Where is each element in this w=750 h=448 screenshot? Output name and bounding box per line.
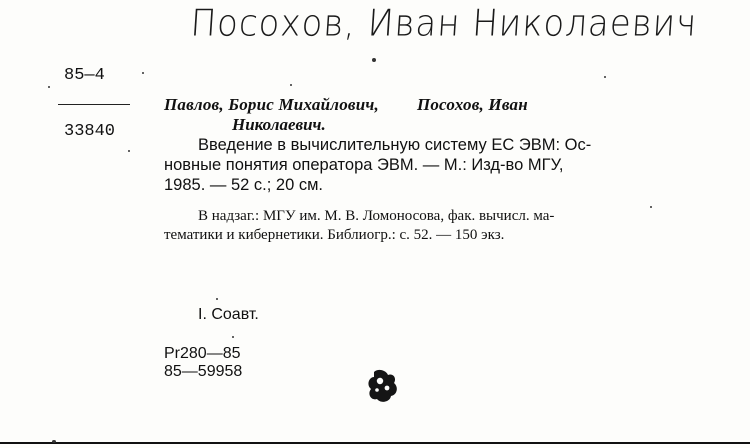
scan-speck xyxy=(48,86,50,88)
authors-line xyxy=(164,95,750,115)
scan-speck xyxy=(372,58,376,62)
author-secondary-continuation: Николаевич. xyxy=(232,114,326,134)
scan-speck xyxy=(604,76,606,78)
publication-note xyxy=(164,207,750,245)
description-line-1: Введение в вычислительную систему ЕС ЭВМ: Ос- xyxy=(198,136,592,154)
scan-speck xyxy=(128,150,130,152)
scan-speck xyxy=(290,84,292,86)
scan-speck xyxy=(52,440,56,443)
bibliographic-entry xyxy=(164,95,750,245)
description-line-3: 1985. — 52 с.; 20 см. xyxy=(164,176,324,194)
note-line-2: тематики и кибернетики. Библиогр.: с. 52. — 150 экз. xyxy=(164,227,505,243)
ink-blot-stamp xyxy=(366,368,400,404)
scan-speck xyxy=(142,72,144,74)
tracing: I. Соавт. xyxy=(198,306,259,323)
author-primary: Павлов, Борис Михайлович, xyxy=(164,95,379,114)
author-secondary: Посохов, Иван xyxy=(416,95,528,114)
title-description xyxy=(164,135,750,195)
scan-speck xyxy=(650,206,652,208)
card-bottom-edge xyxy=(0,442,750,444)
handwritten-heading: Посохов, Иван Николаевич xyxy=(189,2,699,46)
call-number-bottom: 33840 xyxy=(64,122,116,141)
registration-code-1: Pr280—85 xyxy=(164,345,241,362)
call-number-divider xyxy=(58,104,130,105)
registration-code-2: 85—59958 xyxy=(164,363,243,380)
scan-speck xyxy=(232,336,234,338)
call-number-top: 85—4 xyxy=(64,66,105,85)
note-line-1: В надзаг.: МГУ им. М. В. Ломоносова, фак. вычисл. ма- xyxy=(198,208,555,224)
description-line-2: новные понятия оператора ЭВМ. — М.: Изд-во МГУ, xyxy=(164,156,564,174)
scan-speck xyxy=(216,298,218,300)
